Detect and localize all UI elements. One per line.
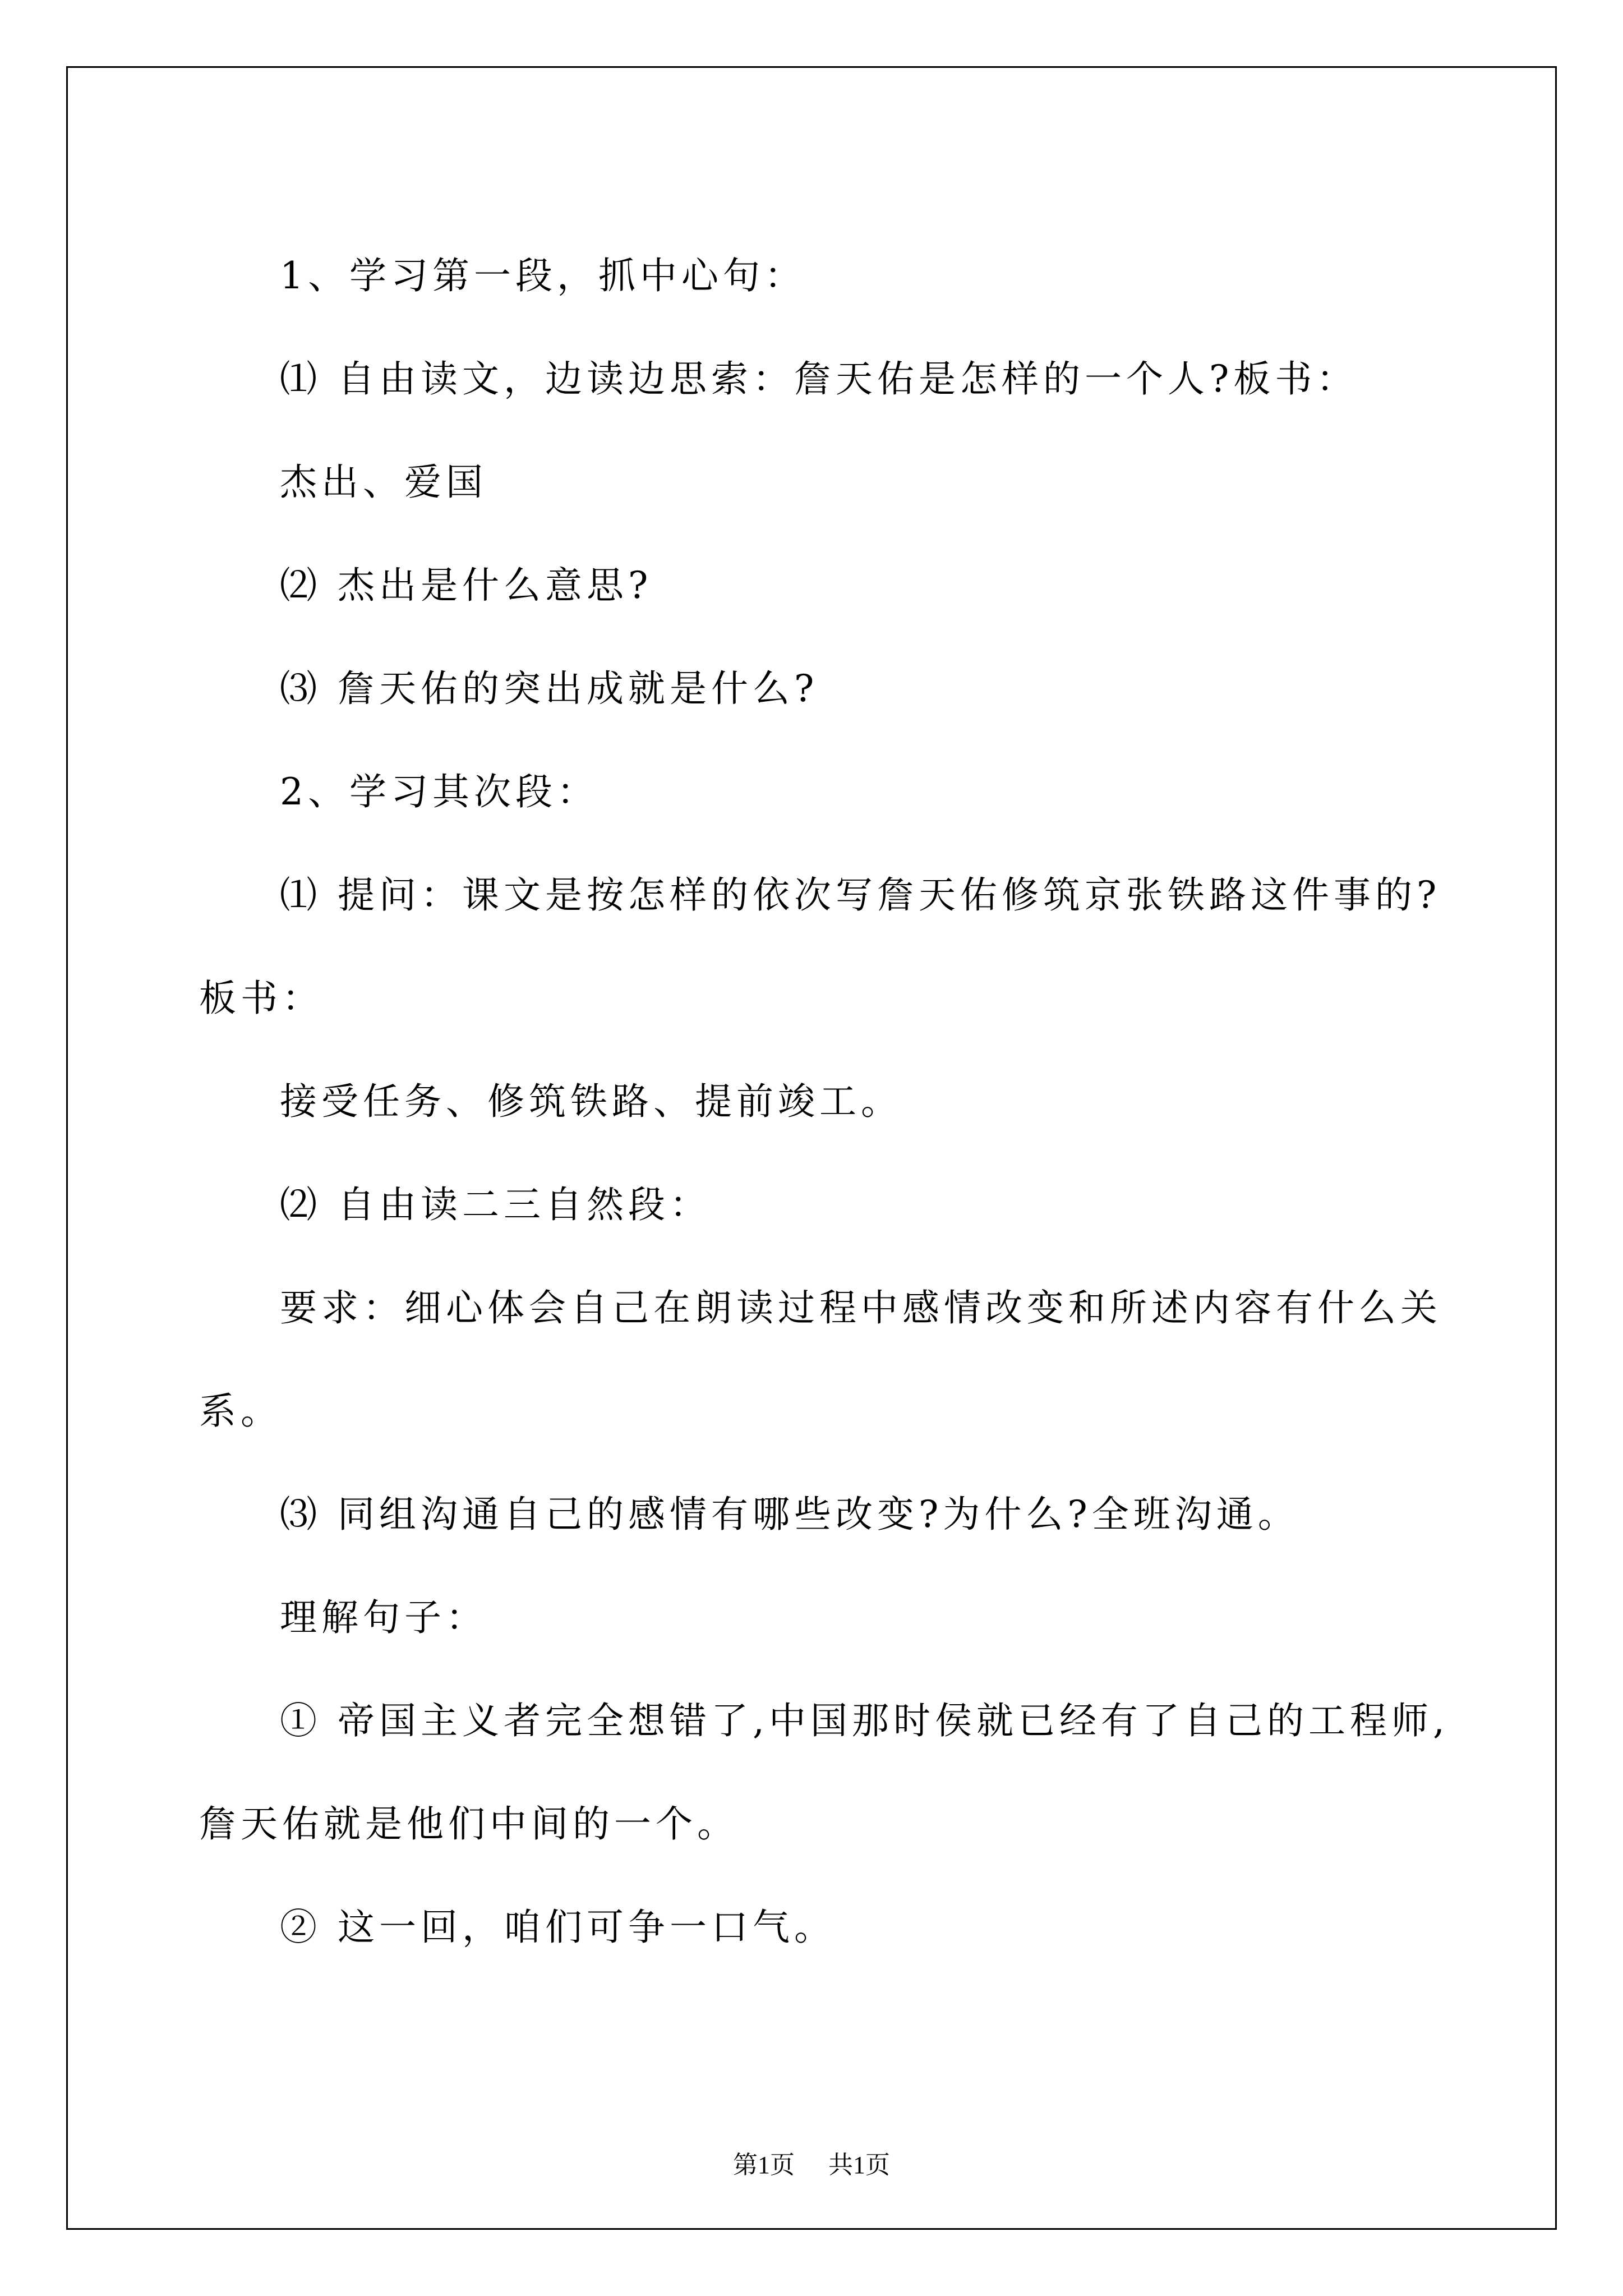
page-number-total: 共1页 [828, 2151, 890, 2179]
question-2-3: ⑶ 同组沟通自己的感情有哪些改变?为什么?全班沟通。 [280, 1493, 1299, 1536]
sentence-1: ① 帝国主义者完全想错了,中国那时侯就已经有了自己的工程师, [280, 1699, 1449, 1742]
question-1-1: ⑴ 自由读文，边读边思索：詹天佑是怎样的一个人?板书： [280, 357, 1358, 401]
sentence-1-continued: 詹天佑就是他们中间的一个。 [199, 1802, 739, 1846]
section-1-heading: 1、学习第一段，抓中心句： [280, 254, 806, 297]
question-2-1: ⑴ 提问：课文是按怎样的依次写詹天佑修筑京张铁路这件事的? [280, 873, 1441, 917]
sentence-2: ② 这一回，咱们可争一口气。 [280, 1906, 836, 1949]
question-1-3: ⑶ 詹天佑的突出成就是什么? [280, 667, 819, 710]
document-body [199, 224, 1467, 1979]
requirement-continued: 系。 [199, 1389, 282, 1433]
section-2-heading: 2、学习其次段： [280, 770, 598, 813]
question-1-2: ⑵ 杰出是什么意思? [280, 564, 653, 607]
requirement: 要求：细心体会自己在朗读过程中感情改变和所述内容有什么关 [280, 1286, 1442, 1329]
question-2-2: ⑵ 自由读二三自然段： [280, 1183, 711, 1226]
understand-sentences-heading: 理解句子： [280, 1596, 487, 1639]
page-footer [0, 2148, 1623, 2182]
question-2-1-continued: 板书： [199, 977, 324, 1020]
board-note-2: 接受任务、修筑铁路、提前竣工。 [280, 1080, 902, 1123]
board-note-1: 杰出、爱国 [280, 461, 487, 504]
page-number-current: 第1页 [733, 2151, 795, 2179]
